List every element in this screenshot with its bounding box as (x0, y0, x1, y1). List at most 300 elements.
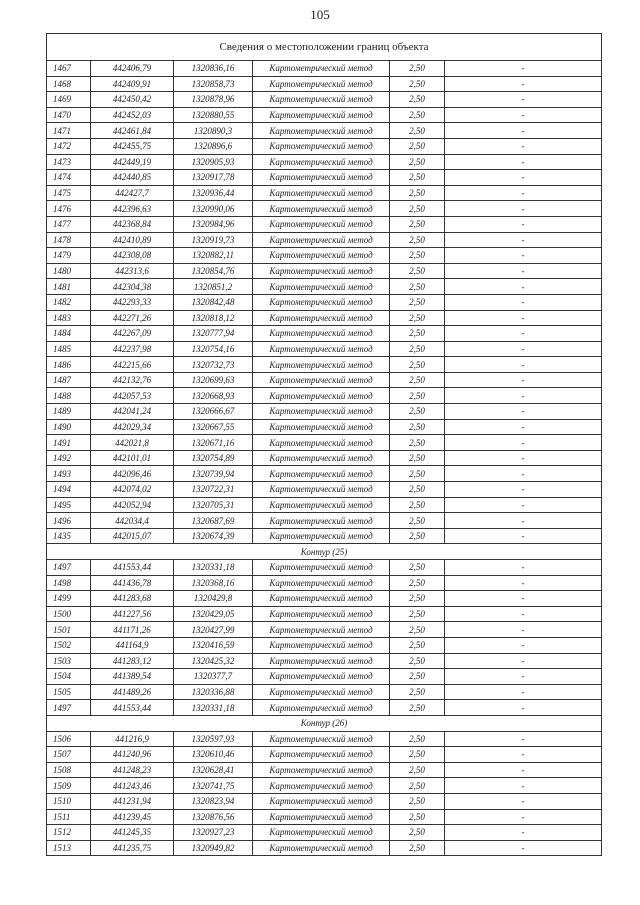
description-cell: - (445, 201, 602, 217)
method-cell: Картометрический метод (253, 357, 390, 373)
table-row (47, 232, 602, 248)
table-row (47, 372, 602, 388)
table-row (47, 466, 602, 482)
y-coordinate-cell: 1320984,96 (174, 216, 253, 232)
point-number-cell: 1495 (47, 497, 91, 513)
accuracy-cell: 2,50 (390, 809, 445, 825)
table-row (47, 61, 602, 77)
table-row (47, 450, 602, 466)
x-coordinate-cell: 442096,46 (91, 466, 174, 482)
point-number-cell: 1485 (47, 341, 91, 357)
accuracy-cell: 2,50 (390, 216, 445, 232)
x-coordinate-cell: 442101,01 (91, 450, 174, 466)
description-cell: - (445, 232, 602, 248)
accuracy-cell: 2,50 (390, 154, 445, 170)
table-row (47, 263, 602, 279)
method-cell: Картометрический метод (253, 684, 390, 700)
method-cell: Картометрический метод (253, 201, 390, 217)
description-cell: - (445, 560, 602, 576)
table-row (47, 279, 602, 295)
point-number-cell: 1510 (47, 793, 91, 809)
method-cell: Картометрический метод (253, 747, 390, 763)
table-row (47, 419, 602, 435)
table-row (47, 809, 602, 825)
description-cell: - (445, 809, 602, 825)
x-coordinate-cell: 442449,19 (91, 154, 174, 170)
table-row (47, 341, 602, 357)
x-coordinate-cell: 442267,09 (91, 326, 174, 342)
table-row (47, 591, 602, 607)
table-row (47, 684, 602, 700)
point-number-cell: 1480 (47, 263, 91, 279)
y-coordinate-cell: 1320876,56 (174, 809, 253, 825)
method-cell: Картометрический метод (253, 809, 390, 825)
method-cell: Картометрический метод (253, 435, 390, 451)
accuracy-cell: 2,50 (390, 606, 445, 622)
accuracy-cell: 2,50 (390, 357, 445, 373)
method-cell: Картометрический метод (253, 388, 390, 404)
description-cell: - (445, 482, 602, 498)
table-row (47, 248, 602, 264)
accuracy-cell: 2,50 (390, 653, 445, 669)
method-cell: Картометрический метод (253, 216, 390, 232)
method-cell: Картометрический метод (253, 513, 390, 529)
x-coordinate-cell: 442041,24 (91, 404, 174, 420)
point-number-cell: 1502 (47, 637, 91, 653)
x-coordinate-cell: 441227,56 (91, 606, 174, 622)
x-coordinate-cell: 442410,89 (91, 232, 174, 248)
y-coordinate-cell: 1320880,55 (174, 107, 253, 123)
description-cell: - (445, 528, 602, 544)
method-cell: Картометрический метод (253, 310, 390, 326)
description-cell: - (445, 840, 602, 856)
method-cell: Картометрический метод (253, 138, 390, 154)
accuracy-cell: 2,50 (390, 778, 445, 794)
x-coordinate-cell: 442074,02 (91, 482, 174, 498)
point-number-cell: 1476 (47, 201, 91, 217)
y-coordinate-cell: 1320936,44 (174, 185, 253, 201)
point-number-cell: 1493 (47, 466, 91, 482)
description-cell: - (445, 778, 602, 794)
y-coordinate-cell: 1320990,06 (174, 201, 253, 217)
point-number-cell: 1503 (47, 653, 91, 669)
method-cell: Картометрический метод (253, 185, 390, 201)
method-cell: Картометрический метод (253, 762, 390, 778)
y-coordinate-cell: 1320836,16 (174, 61, 253, 77)
method-cell: Картометрический метод (253, 248, 390, 264)
method-cell: Картометрический метод (253, 793, 390, 809)
table-row (47, 731, 602, 747)
description-cell: - (445, 700, 602, 716)
method-cell: Картометрический метод (253, 700, 390, 716)
description-cell: - (445, 138, 602, 154)
accuracy-cell: 2,50 (390, 622, 445, 638)
description-cell: - (445, 513, 602, 529)
accuracy-cell: 2,50 (390, 107, 445, 123)
point-number-cell: 1504 (47, 669, 91, 685)
accuracy-cell: 2,50 (390, 840, 445, 856)
point-number-cell: 1484 (47, 326, 91, 342)
x-coordinate-cell: 441171,26 (91, 622, 174, 638)
description-cell: - (445, 793, 602, 809)
accuracy-cell: 2,50 (390, 450, 445, 466)
table-row (47, 107, 602, 123)
y-coordinate-cell: 1320777,94 (174, 326, 253, 342)
method-cell: Картометрический метод (253, 341, 390, 357)
x-coordinate-cell: 442455,75 (91, 138, 174, 154)
accuracy-cell: 2,50 (390, 435, 445, 451)
description-cell: - (445, 684, 602, 700)
point-number-cell: 1472 (47, 138, 91, 154)
description-cell: - (445, 762, 602, 778)
x-coordinate-cell: 441164,9 (91, 637, 174, 653)
y-coordinate-cell: 1320858,73 (174, 76, 253, 92)
method-cell: Картометрический метод (253, 560, 390, 576)
point-number-cell: 1496 (47, 513, 91, 529)
description-cell: - (445, 92, 602, 108)
description-cell: - (445, 575, 602, 591)
y-coordinate-cell: 1320854,76 (174, 263, 253, 279)
table-row (47, 154, 602, 170)
x-coordinate-cell: 442215,66 (91, 357, 174, 373)
y-coordinate-cell: 1320878,96 (174, 92, 253, 108)
point-number-cell: 1494 (47, 482, 91, 498)
y-coordinate-cell: 1320917,78 (174, 170, 253, 186)
table-row (47, 170, 602, 186)
description-cell: - (445, 170, 602, 186)
method-cell: Картометрический метод (253, 294, 390, 310)
description-cell: - (445, 123, 602, 139)
point-number-cell: 1469 (47, 92, 91, 108)
x-coordinate-cell: 442021,8 (91, 435, 174, 451)
method-cell: Картометрический метод (253, 61, 390, 77)
x-coordinate-cell: 442452,03 (91, 107, 174, 123)
x-coordinate-cell: 442057,53 (91, 388, 174, 404)
description-cell: - (445, 154, 602, 170)
accuracy-cell: 2,50 (390, 123, 445, 139)
table-row (47, 357, 602, 373)
method-cell: Картометрический метод (253, 622, 390, 638)
accuracy-cell: 2,50 (390, 575, 445, 591)
description-cell: - (445, 263, 602, 279)
accuracy-cell: 2,50 (390, 560, 445, 576)
accuracy-cell: 2,50 (390, 793, 445, 809)
description-cell: - (445, 435, 602, 451)
accuracy-cell: 2,50 (390, 825, 445, 841)
method-cell: Картометрический метод (253, 123, 390, 139)
y-coordinate-cell: 1320628,41 (174, 762, 253, 778)
y-coordinate-cell: 1320842,48 (174, 294, 253, 310)
description-cell: - (445, 450, 602, 466)
accuracy-cell: 2,50 (390, 700, 445, 716)
method-cell: Картометрический метод (253, 825, 390, 841)
method-cell: Картометрический метод (253, 591, 390, 607)
accuracy-cell: 2,50 (390, 248, 445, 264)
description-cell: - (445, 747, 602, 763)
point-number-cell: 1511 (47, 809, 91, 825)
point-number-cell: 1468 (47, 76, 91, 92)
x-coordinate-cell: 442271,26 (91, 310, 174, 326)
accuracy-cell: 2,50 (390, 591, 445, 607)
y-coordinate-cell: 1320732,73 (174, 357, 253, 373)
x-coordinate-cell: 442034,4 (91, 513, 174, 529)
method-cell: Картометрический метод (253, 731, 390, 747)
accuracy-cell: 2,50 (390, 419, 445, 435)
x-coordinate-cell: 442440,85 (91, 170, 174, 186)
y-coordinate-cell: 1320705,31 (174, 497, 253, 513)
method-cell: Картометрический метод (253, 404, 390, 420)
x-coordinate-cell: 442237,98 (91, 341, 174, 357)
x-coordinate-cell: 442406,79 (91, 61, 174, 77)
description-cell: - (445, 248, 602, 264)
description-cell: - (445, 669, 602, 685)
point-number-cell: 1483 (47, 310, 91, 326)
table-row (47, 123, 602, 139)
table-row (47, 497, 602, 513)
x-coordinate-cell: 441240,96 (91, 747, 174, 763)
contour-header-row (47, 715, 602, 731)
accuracy-cell: 2,50 (390, 372, 445, 388)
method-cell: Картометрический метод (253, 372, 390, 388)
point-number-cell: 1499 (47, 591, 91, 607)
method-cell: Картометрический метод (253, 107, 390, 123)
y-coordinate-cell: 1320597,93 (174, 731, 253, 747)
method-cell: Картометрический метод (253, 497, 390, 513)
x-coordinate-cell: 442450,42 (91, 92, 174, 108)
description-cell: - (445, 622, 602, 638)
point-number-cell: 1505 (47, 684, 91, 700)
point-number-cell: 1498 (47, 575, 91, 591)
point-number-cell: 1506 (47, 731, 91, 747)
table-row (47, 747, 602, 763)
x-coordinate-cell: 441283,12 (91, 653, 174, 669)
description-cell: - (445, 310, 602, 326)
x-coordinate-cell: 441216,9 (91, 731, 174, 747)
y-coordinate-cell: 1320671,16 (174, 435, 253, 451)
point-number-cell: 1490 (47, 419, 91, 435)
boundary-table (46, 33, 602, 856)
description-cell: - (445, 61, 602, 77)
description-cell: - (445, 388, 602, 404)
point-number-cell: 1435 (47, 528, 91, 544)
table-row (47, 793, 602, 809)
y-coordinate-cell: 1320377,7 (174, 669, 253, 685)
x-coordinate-cell: 441283,68 (91, 591, 174, 607)
x-coordinate-cell: 441248,23 (91, 762, 174, 778)
x-coordinate-cell: 441243,46 (91, 778, 174, 794)
accuracy-cell: 2,50 (390, 170, 445, 186)
y-coordinate-cell: 1320722,31 (174, 482, 253, 498)
method-cell: Картометрический метод (253, 482, 390, 498)
accuracy-cell: 2,50 (390, 341, 445, 357)
description-cell: - (445, 341, 602, 357)
y-coordinate-cell: 1320666,67 (174, 404, 253, 420)
method-cell: Картометрический метод (253, 669, 390, 685)
y-coordinate-cell: 1320890,3 (174, 123, 253, 139)
y-coordinate-cell: 1320896,6 (174, 138, 253, 154)
description-cell: - (445, 419, 602, 435)
point-number-cell: 1509 (47, 778, 91, 794)
method-cell: Картометрический метод (253, 92, 390, 108)
method-cell: Картометрический метод (253, 232, 390, 248)
x-coordinate-cell: 442029,34 (91, 419, 174, 435)
table-row (47, 575, 602, 591)
table-row (47, 637, 602, 653)
table-row (47, 201, 602, 217)
point-number-cell: 1475 (47, 185, 91, 201)
description-cell: - (445, 294, 602, 310)
point-number-cell: 1470 (47, 107, 91, 123)
x-coordinate-cell: 442132,76 (91, 372, 174, 388)
table-row (47, 513, 602, 529)
point-number-cell: 1478 (47, 232, 91, 248)
method-cell: Картометрический метод (253, 653, 390, 669)
point-number-cell: 1482 (47, 294, 91, 310)
table-row (47, 482, 602, 498)
table-row (47, 762, 602, 778)
table-row (47, 778, 602, 794)
table-row (47, 653, 602, 669)
point-number-cell: 1486 (47, 357, 91, 373)
accuracy-cell: 2,50 (390, 326, 445, 342)
table-row (47, 435, 602, 451)
x-coordinate-cell: 442396,63 (91, 201, 174, 217)
y-coordinate-cell: 1320927,23 (174, 825, 253, 841)
contour-header-row (47, 544, 602, 560)
table-row (47, 700, 602, 716)
y-coordinate-cell: 1320429,8 (174, 591, 253, 607)
table-row (47, 606, 602, 622)
x-coordinate-cell: 442427,7 (91, 185, 174, 201)
description-cell: - (445, 326, 602, 342)
point-number-cell: 1497 (47, 700, 91, 716)
table-row (47, 669, 602, 685)
y-coordinate-cell: 1320699,63 (174, 372, 253, 388)
y-coordinate-cell: 1320331,18 (174, 700, 253, 716)
y-coordinate-cell: 1320425,32 (174, 653, 253, 669)
accuracy-cell: 2,50 (390, 684, 445, 700)
description-cell: - (445, 497, 602, 513)
method-cell: Картометрический метод (253, 778, 390, 794)
method-cell: Картометрический метод (253, 606, 390, 622)
accuracy-cell: 2,50 (390, 731, 445, 747)
point-number-cell: 1513 (47, 840, 91, 856)
x-coordinate-cell: 441436,78 (91, 575, 174, 591)
x-coordinate-cell: 441239,45 (91, 809, 174, 825)
description-cell: - (445, 279, 602, 295)
table-row (47, 185, 602, 201)
x-coordinate-cell: 441389,54 (91, 669, 174, 685)
x-coordinate-cell: 442313,6 (91, 263, 174, 279)
description-cell: - (445, 653, 602, 669)
table-row (47, 528, 602, 544)
table-row (47, 404, 602, 420)
accuracy-cell: 2,50 (390, 310, 445, 326)
y-coordinate-cell: 1320919,73 (174, 232, 253, 248)
table-row (47, 310, 602, 326)
accuracy-cell: 2,50 (390, 201, 445, 217)
x-coordinate-cell: 441231,94 (91, 793, 174, 809)
table-row (47, 326, 602, 342)
table-row (47, 388, 602, 404)
y-coordinate-cell: 1320949,82 (174, 840, 253, 856)
accuracy-cell: 2,50 (390, 466, 445, 482)
description-cell: - (445, 825, 602, 841)
accuracy-cell: 2,50 (390, 185, 445, 201)
description-cell: - (445, 731, 602, 747)
x-coordinate-cell: 442304,38 (91, 279, 174, 295)
point-number-cell: 1500 (47, 606, 91, 622)
method-cell: Картометрический метод (253, 528, 390, 544)
accuracy-cell: 2,50 (390, 747, 445, 763)
method-cell: Картометрический метод (253, 326, 390, 342)
accuracy-cell: 2,50 (390, 669, 445, 685)
accuracy-cell: 2,50 (390, 513, 445, 529)
description-cell: - (445, 357, 602, 373)
point-number-cell: 1477 (47, 216, 91, 232)
x-coordinate-cell: 442293,33 (91, 294, 174, 310)
table-row (47, 138, 602, 154)
accuracy-cell: 2,50 (390, 232, 445, 248)
boundary-table-container (46, 33, 601, 856)
table-row (47, 825, 602, 841)
point-number-cell: 1479 (47, 248, 91, 264)
y-coordinate-cell: 1320905,93 (174, 154, 253, 170)
point-number-cell: 1501 (47, 622, 91, 638)
x-coordinate-cell: 442368,84 (91, 216, 174, 232)
accuracy-cell: 2,50 (390, 92, 445, 108)
method-cell: Картометрический метод (253, 419, 390, 435)
point-number-cell: 1489 (47, 404, 91, 420)
point-number-cell: 1471 (47, 123, 91, 139)
accuracy-cell: 2,50 (390, 404, 445, 420)
y-coordinate-cell: 1320668,93 (174, 388, 253, 404)
method-cell: Картометрический метод (253, 450, 390, 466)
table-row (47, 294, 602, 310)
accuracy-cell: 2,50 (390, 294, 445, 310)
table-row (47, 560, 602, 576)
method-cell: Картометрический метод (253, 76, 390, 92)
y-coordinate-cell: 1320667,55 (174, 419, 253, 435)
x-coordinate-cell: 441235,75 (91, 840, 174, 856)
method-cell: Картометрический метод (253, 170, 390, 186)
point-number-cell: 1507 (47, 747, 91, 763)
y-coordinate-cell: 1320687,69 (174, 513, 253, 529)
method-cell: Картометрический метод (253, 840, 390, 856)
method-cell: Картометрический метод (253, 575, 390, 591)
accuracy-cell: 2,50 (390, 528, 445, 544)
y-coordinate-cell: 1320427,99 (174, 622, 253, 638)
point-number-cell: 1497 (47, 560, 91, 576)
x-coordinate-cell: 441553,44 (91, 560, 174, 576)
description-cell: - (445, 466, 602, 482)
y-coordinate-cell: 1320818,12 (174, 310, 253, 326)
point-number-cell: 1488 (47, 388, 91, 404)
table-title: Сведения о местоположении границ объекта (47, 34, 602, 61)
accuracy-cell: 2,50 (390, 388, 445, 404)
description-cell: - (445, 606, 602, 622)
table-row (47, 840, 602, 856)
point-number-cell: 1474 (47, 170, 91, 186)
accuracy-cell: 2,50 (390, 138, 445, 154)
point-number-cell: 1487 (47, 372, 91, 388)
table-row (47, 76, 602, 92)
x-coordinate-cell: 441553,44 (91, 700, 174, 716)
y-coordinate-cell: 1320754,89 (174, 450, 253, 466)
description-cell: - (445, 404, 602, 420)
accuracy-cell: 2,50 (390, 762, 445, 778)
point-number-cell: 1491 (47, 435, 91, 451)
